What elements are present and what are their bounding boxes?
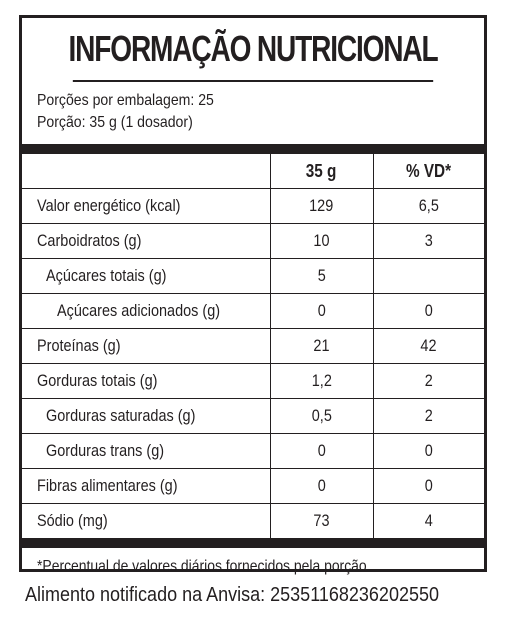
row-dv: 2 — [373, 399, 484, 434]
row-dv: 42 — [373, 329, 484, 364]
anvisa-notice: Alimento notificado na Anvisa: 25351168236202550 — [25, 584, 439, 606]
thick-divider-bottom — [22, 538, 484, 548]
row-label: Valor energético (kcal) — [22, 189, 270, 224]
row-label: Proteínas (g) — [22, 329, 270, 364]
row-dv: 6,5 — [373, 189, 484, 224]
row-label: Gorduras trans (g) — [22, 434, 270, 469]
table-row — [22, 399, 484, 434]
row-label: Gorduras totais (g) — [22, 364, 270, 399]
row-amount: 1,2 — [270, 364, 373, 399]
row-label: Açúcares adicionados (g) — [22, 294, 270, 329]
panel-title: INFORMAÇÃO NUTRICIONAL — [73, 18, 433, 82]
header-daily-value: % VD* — [373, 154, 484, 189]
row-dv: 4 — [373, 504, 484, 539]
table-row — [22, 259, 484, 294]
row-dv: 0 — [373, 434, 484, 469]
table-row — [22, 189, 484, 224]
row-label: Sódio (mg) — [37, 511, 108, 530]
row-amount: 0 — [270, 434, 373, 469]
row-label: Carboidratos (g) — [22, 224, 270, 259]
table-row — [22, 434, 484, 469]
table-row — [22, 294, 484, 329]
row-amount: 0,5 — [270, 399, 373, 434]
table-row — [22, 329, 484, 364]
table-row — [22, 364, 484, 399]
nutrition-table — [22, 154, 484, 538]
row-dv: 0 — [373, 469, 484, 504]
thick-divider-top — [22, 144, 484, 154]
servings-per-package: Porções por embalagem: 25 — [37, 92, 214, 109]
footnote: *Percentual de valores diários fornecidos pela porção. — [37, 558, 371, 575]
nutrition-facts-panel — [19, 15, 487, 575]
row-amount: 0 — [270, 294, 373, 329]
row-label: Gorduras saturadas (g) — [22, 399, 270, 434]
table-row — [22, 504, 484, 539]
row-amount: 21 — [270, 329, 373, 364]
row-amount: 73 — [270, 504, 373, 539]
header-blank-cell — [22, 154, 270, 189]
row-dv — [373, 259, 484, 294]
row-amount: 10 — [270, 224, 373, 259]
header-amount: 35 g — [270, 154, 373, 189]
table-header-row — [22, 154, 484, 189]
row-dv: 2 — [373, 364, 484, 399]
serving-info — [22, 82, 484, 144]
row-dv: 0 — [373, 294, 484, 329]
row-dv: 3 — [373, 224, 484, 259]
table-row — [22, 224, 484, 259]
row-label: Açúcares totais (g) — [22, 259, 270, 294]
serving-size: Porção: 35 g (1 dosador) — [37, 114, 193, 131]
row-label: Fibras alimentares (g) — [22, 469, 270, 504]
row-amount: 129 — [270, 189, 373, 224]
row-amount: 5 — [270, 259, 373, 294]
table-row — [22, 469, 484, 504]
row-amount: 0 — [270, 469, 373, 504]
